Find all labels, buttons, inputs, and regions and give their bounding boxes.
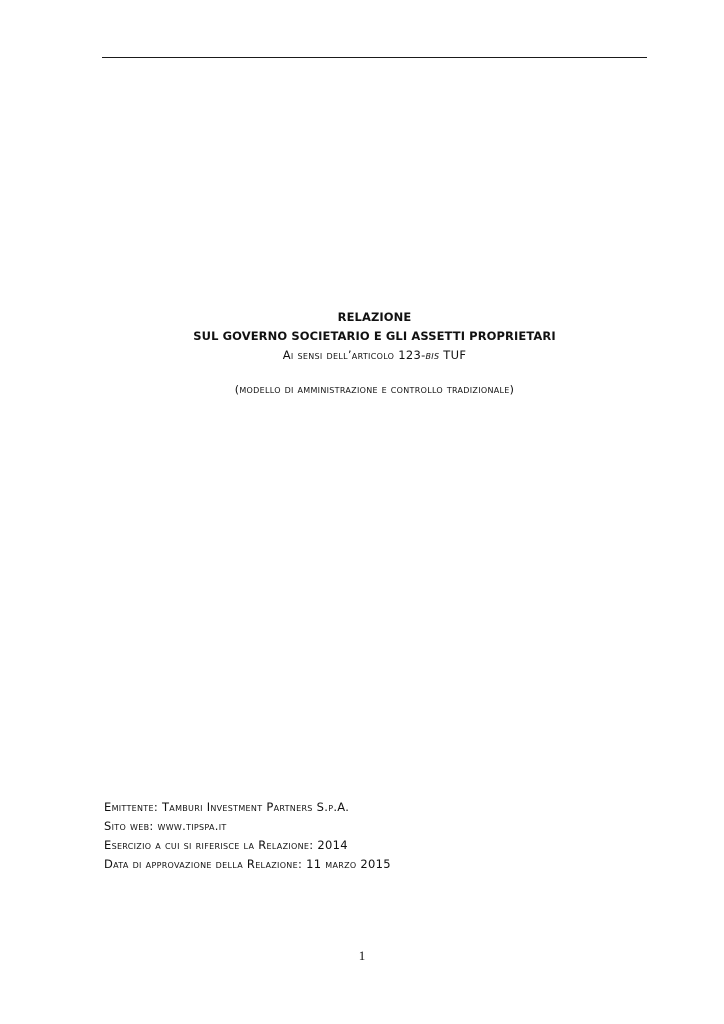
issuer-line: Emittente: Tamburi Investment Partners S.p.A. (104, 800, 350, 814)
report-title: RELAZIONE (337, 310, 412, 324)
legal-reference-prefix: Ai sensi dell’articolo 123- (282, 348, 426, 362)
legal-reference (102, 346, 647, 365)
report-title-subject: SUL GOVERNO SOCIETARIO E GLI ASSETTI PROPRIETARI (193, 329, 556, 343)
legal-reference-italic: bis (425, 348, 440, 362)
issuer-info-block (104, 798, 624, 874)
approval-date-line: Data di approvazione della Relazione: 11 marzo 2015 (104, 857, 391, 871)
website-line: Sito web: www.tipspa.it (104, 819, 227, 833)
fiscal-year-line: Esercizio a cui si riferisce la Relazione: 2014 (104, 838, 348, 852)
page-number: 1 (358, 948, 366, 963)
governance-model-note: (modello di amministrazione e controllo tradizionale) (234, 383, 515, 396)
legal-reference-suffix: TUF (439, 348, 467, 362)
header-rule (102, 57, 647, 58)
title-block (102, 308, 647, 365)
